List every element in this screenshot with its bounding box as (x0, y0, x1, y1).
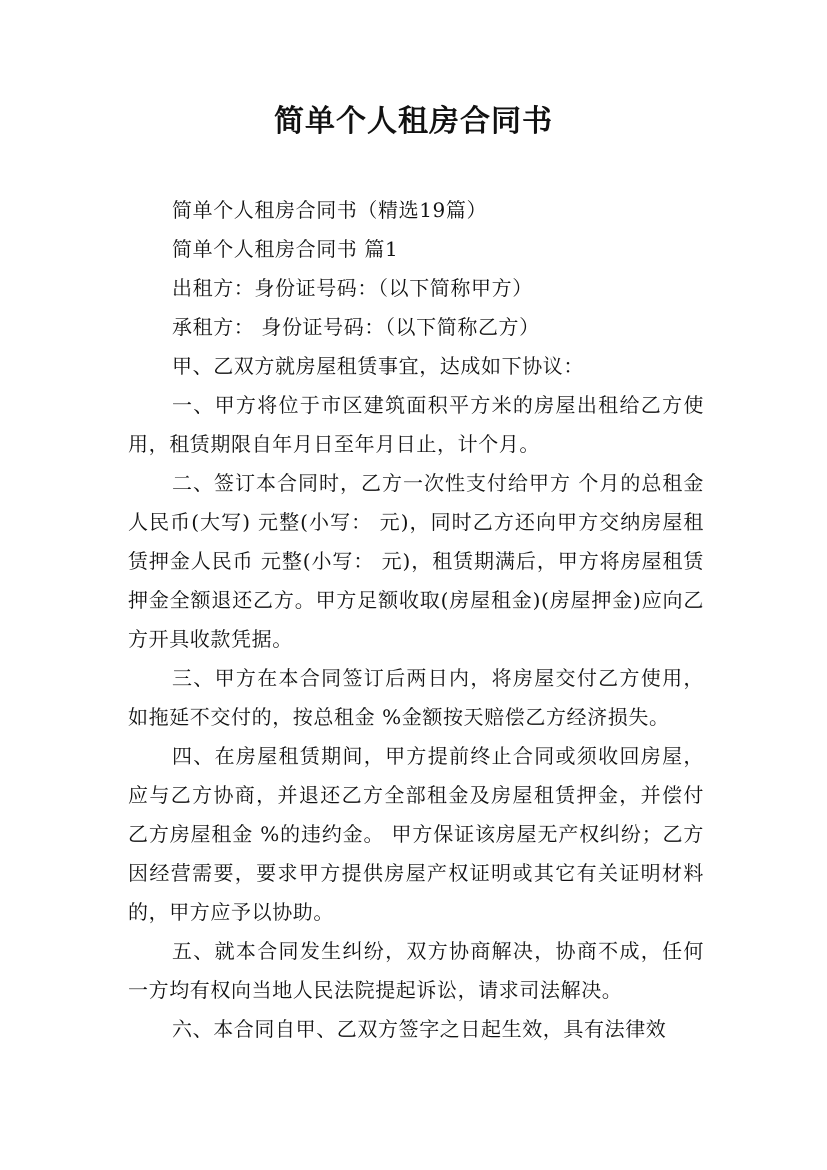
document-title: 简单个人租房合同书 (274, 104, 553, 139)
paragraph-clause-5: 五、就本合同发生纠纷，双方协商解决，协商不成，任何一方均有权向当地人民法院提起诉讼，请求司法解决。 (128, 939, 704, 1002)
paragraph-agreement-intro: 甲、乙双方就房屋租赁事宜，达成如下协议： (172, 354, 584, 378)
document-body (128, 191, 704, 1049)
paragraph-clause-1: 一、甲方将位于市区建筑面积平方米的房屋出租给乙方使用，租赁期限自年月日至年月日止，计个月。 (128, 393, 704, 456)
paragraph-lessor: 出租方：身份证号码：（以下简称甲方） (172, 276, 533, 300)
paragraph-lessee: 承租方： 身份证号码：（以下简称乙方） (172, 315, 540, 339)
paragraph-clause-2: 二、签订本合同时，乙方一次性支付给甲方 个月的总租金人民币(大写) 元整(小写： 元)，同时乙方还向甲方交纳房屋租赁押金人民币 元整(小写： 元)，租赁期满后，甲方将房屋租赁押金全额退还乙方。甲方足额收取(房屋租金)(房屋押金)应向乙方开具收款凭据。 (128, 471, 704, 651)
paragraph-clause-3: 三、甲方在本合同签订后两日内，将房屋交付乙方使用，如拖延不交付的，按总租金 %金额按天赔偿乙方经济损失。 (128, 666, 704, 729)
paragraph-clause-4: 四、在房屋租赁期间，甲方提前终止合同或须收回房屋，应与乙方协商，并退还乙方全部租金及房屋租赁押金，并偿付乙方房屋租金 %的违约金。 甲方保证该房屋无产权纠纷；乙方因经营需要，要求甲方提供房屋产权证明或其它有关证明材料的，甲方应予以协助。 (128, 744, 704, 924)
paragraph-subtitle: 简单个人租房合同书（精选19篇） (172, 198, 488, 222)
paragraph-chapter-heading: 简单个人租房合同书 篇1 (172, 237, 399, 261)
paragraph-clause-6: 六、本合同自甲、乙双方签字之日起生效，具有法律效 (172, 1017, 667, 1041)
